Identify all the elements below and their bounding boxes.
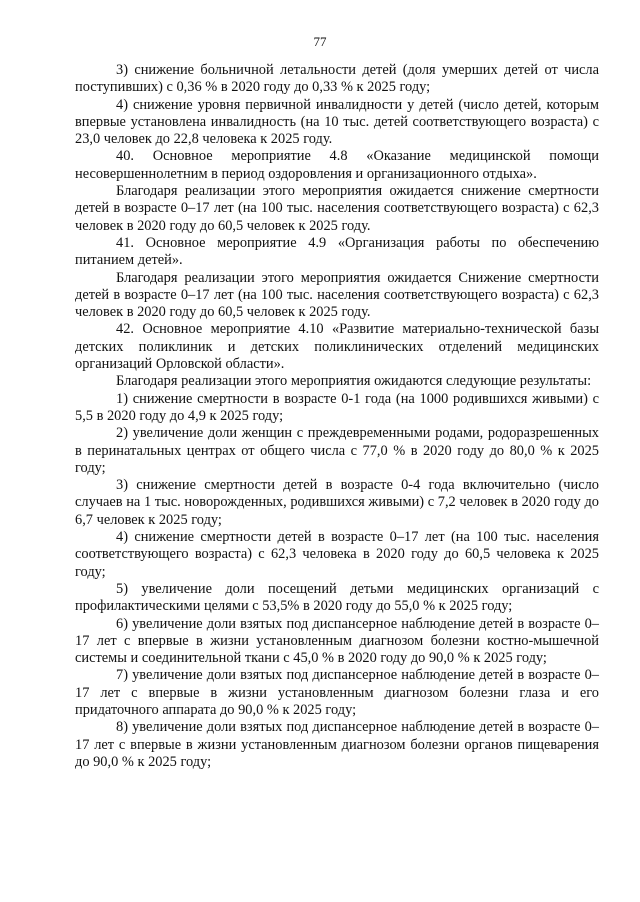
paragraph-activity-40-result: Благодаря реализации этого мероприятия ожидается снижение смертности детей в возрасте 0–17 лет (на 100 тыс. населения соответствующего возраста) с 62,3 человек в 2020 году до 60,5 человек к 2025 году. bbox=[75, 183, 599, 234]
page-number: 77 bbox=[313, 34, 327, 49]
paragraph-activity-40-heading: 40. Основное мероприятие 4.8 «Оказание медицинской помощи несовершеннолетним в период оздоровления и организационного отдыха». bbox=[75, 148, 599, 182]
body-text bbox=[75, 62, 599, 771]
paragraph-result-3-under-4-mortality: 3) снижение смертности детей в возрасте 0-4 года включительно (число случаев на 1 тыс. новорожденных, родившихся живыми) с 7,2 человек в 2020 году до 6,7 человек к 2025 году; bbox=[75, 477, 599, 528]
paragraph-activity-42-intro: Благодаря реализации этого мероприятия ожидаются следующие результаты: bbox=[116, 373, 592, 390]
paragraph-item-4-primary-disability: 4) снижение уровня первичной инвалидности у детей (число детей, которым впервые установлена инвалидность (на 10 тыс. детей соответствующего возраста) с 23,0 человек до 22,8 человека к 2025 году. bbox=[75, 96, 599, 148]
paragraph-result-1-infant-mortality: 1) снижение смертности в возрасте 0-1 года (на 1000 родившихся живыми) с 5,5 в 2020 году до 4,9 к 2025 году; bbox=[75, 390, 599, 424]
paragraph-activity-42-heading: 42. Основное мероприятие 4.10 «Развитие материально-технической базы детских поликлиник и детских поликлинических отделений медицинских организаций Орловской области». bbox=[75, 321, 599, 373]
paragraph-item-3-hospital-mortality: 3) снижение больничной летальности детей (доля умерших детей от числа поступивших) с 0,36 % в 2020 году до 0,33 % к 2025 году; bbox=[75, 62, 599, 96]
paragraph-result-7-eye-diseases: 7) увеличение доли взятых под диспансерное наблюдение детей в возрасте 0–17 лет с впервые в жизни установленным диагнозом болезни глаза и его придаточного аппарата до 90,0 % к 2025 году; bbox=[75, 667, 599, 718]
paragraph-activity-41-result: Благодаря реализации этого мероприятия ожидается Снижение смертности детей в возрасте 0–17 лет (на 100 тыс. населения соответствующего возраста) с 62,3 человек в 2020 году до 60,5 человек к 2025 году. bbox=[75, 269, 599, 321]
paragraph-result-4-child-mortality: 4) снижение смертности детей в возрасте 0–17 лет (на 100 тыс. населения соответствующего возраста) с 62,3 человека в 2020 году до 60,5 человека к 2025 году; bbox=[75, 529, 599, 580]
paragraph-result-5-preventive-visits: 5) увеличение доли посещений детьми медицинских организаций с профилактическими целями с 53,5% в 2020 году до 55,0 % к 2025 году; bbox=[75, 580, 599, 615]
paragraph-result-2-premature-births: 2) увеличение доли женщин с преждевременными родами, родоразрешенных в перинатальных центрах от общего числа с 77,0 % в 2020 году до 80,0 % к 2025 году; bbox=[75, 425, 599, 476]
paragraph-result-8-digestive-diseases: 8) увеличение доли взятых под диспансерное наблюдение детей в возрасте 0–17 лет с впервые в жизни установленным диагнозом болезни органов пищеварения до 90,0 % к 2025 году; bbox=[75, 719, 599, 770]
paragraph-result-6-musculoskeletal: 6) увеличение доли взятых под диспансерное наблюдение детей в возрасте 0–17 лет с впервые в жизни установленным диагнозом болезни костно-мышечной системы и соединительной ткани с 45,0 % в 2020 году до 90,0 % к 2025 году; bbox=[75, 615, 599, 667]
paragraph-activity-41-heading: 41. Основное мероприятие 4.9 «Организация работы по обеспечению питанием детей». bbox=[75, 234, 599, 269]
